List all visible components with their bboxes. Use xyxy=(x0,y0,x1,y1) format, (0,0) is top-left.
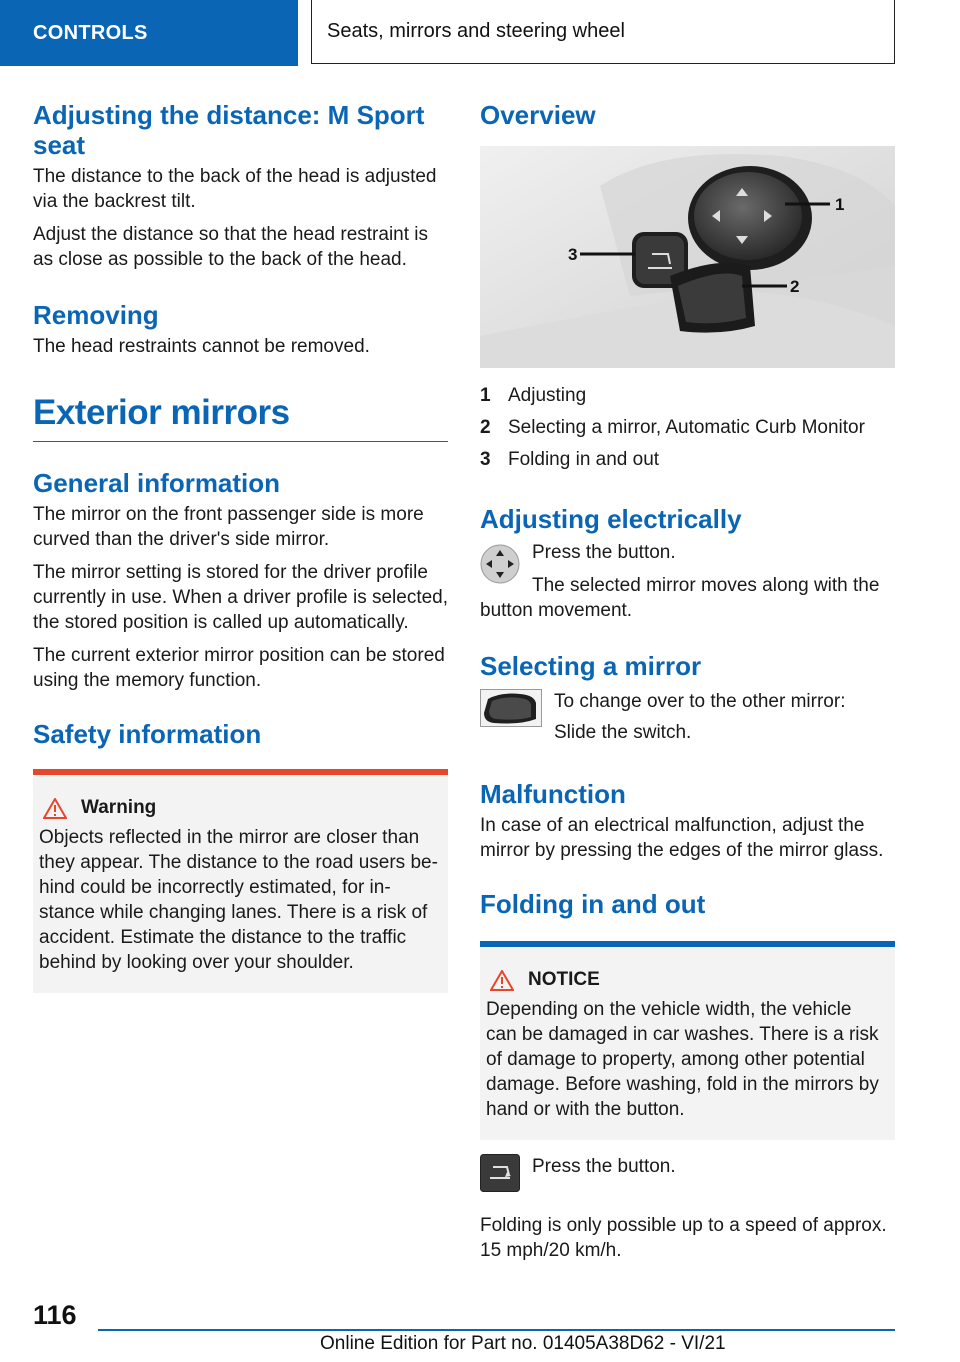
mirror-controls-image xyxy=(480,146,895,368)
fold-mirror-button-icon xyxy=(480,1154,520,1192)
heading-selecting-mirror: Selecting a mirror xyxy=(480,651,702,681)
heading-adjusting-distance: Adjusting the distance: M Sport seat xyxy=(33,100,425,160)
heading-malfunction: Malfunction xyxy=(480,779,626,809)
mirror-switch-icon xyxy=(480,689,542,727)
fold-icon-wrap xyxy=(480,1154,520,1197)
warning-triangle-icon xyxy=(43,798,67,819)
right-column xyxy=(480,100,895,1271)
page-number: 116 xyxy=(33,1300,77,1330)
callout-1: 1 xyxy=(835,195,845,214)
legend-text: Adjusting xyxy=(508,385,587,406)
page-header xyxy=(0,0,960,66)
legend-number: 1 xyxy=(480,385,491,406)
legend-text: Selecting a mirror, Automatic Curb Monitor xyxy=(508,417,865,438)
legend-item xyxy=(480,444,895,476)
paragraph: Press the button. xyxy=(532,1156,676,1177)
legend-number: 3 xyxy=(480,449,491,470)
paragraph: The selected mirror moves along with the button movement. xyxy=(480,575,880,621)
heading-removing: Removing xyxy=(33,300,159,330)
paragraph: The mirror on the front passenger side is more curved than the driver's side mirror. xyxy=(33,504,424,550)
warning-title-row xyxy=(39,797,440,819)
heading-general-information: General information xyxy=(33,468,281,498)
callout-2: 2 xyxy=(790,277,800,296)
paragraph: To change over to the other mirror: xyxy=(554,691,846,712)
notice-title: NOTICE xyxy=(528,969,600,990)
heading-adjusting-electrically: Adjusting electrically xyxy=(480,504,742,534)
paragraph: The mirror setting is stored for the driver profile currently in use. When a driver profile is selected, the stored position is called up automatically. xyxy=(33,562,449,633)
fold-button-block xyxy=(480,1154,895,1197)
legend-number: 2 xyxy=(480,417,491,438)
adjust-button-icon-wrap xyxy=(480,544,520,589)
paragraph: Press the button. xyxy=(532,542,676,563)
heading-overview: Overview xyxy=(480,100,596,130)
overview-legend xyxy=(480,380,895,476)
paragraph: Slide the switch. xyxy=(554,722,692,743)
footer-divider xyxy=(98,1329,895,1331)
paragraph: Adjust the distance so that the head restraint is as close as possible to the back of the head. xyxy=(33,224,429,270)
paragraph: The head restraints cannot be removed. xyxy=(33,336,370,357)
legend-item xyxy=(480,380,895,412)
warning-text: Objects reflected in the mirror are closer than they appear. The distance to the road users be-hind could be incorrectly estimated, for in-stance while changing lanes. There is a risk of accident. Estimate the distance to the traffic behind by looking over your shoulder. xyxy=(39,827,438,973)
legend-text: Folding in and out xyxy=(508,449,660,470)
section-tab: CONTROLS xyxy=(0,0,298,66)
legend-item xyxy=(480,412,895,444)
warning-title: Warning xyxy=(81,797,157,818)
edition-text: Online Edition for Part no. 01405A38D62 - VI/21 xyxy=(320,1333,726,1354)
switch-icon-wrap xyxy=(480,689,542,732)
chapter-title: Seats, mirrors and steering wheel xyxy=(311,0,895,64)
adjusting-block xyxy=(480,540,895,623)
selecting-block xyxy=(480,689,895,753)
heading-exterior-mirrors: Exterior mirrors xyxy=(33,393,448,442)
heading-folding: Folding in and out xyxy=(480,889,706,919)
adjust-button-icon xyxy=(480,544,520,584)
heading-safety-information: Safety information xyxy=(33,719,262,749)
notice-triangle-icon xyxy=(490,970,514,991)
notice-box xyxy=(480,941,895,1140)
notice-title-row xyxy=(486,969,887,991)
paragraph: In case of an electrical malfunction, adjust the mirror by pressing the edges of the mirror glass. xyxy=(480,815,884,861)
left-column xyxy=(33,100,448,993)
callout-3: 3 xyxy=(568,245,578,264)
warning-box xyxy=(33,769,448,993)
notice-text: Depending on the vehicle width, the vehicle can be damaged in car washes. There is a risk of damage to property, among other potential damage. Before washing, fold in the mirrors by hand or with the button. xyxy=(486,999,879,1120)
mirror-controls-illustration xyxy=(480,146,895,368)
paragraph: The distance to the back of the head is adjusted via the backrest tilt. xyxy=(33,166,437,212)
paragraph: Folding is only possible up to a speed of approx. 15 mph/20 km/h. xyxy=(480,1215,887,1261)
paragraph: The current exterior mirror position can be stored using the memory function. xyxy=(33,645,445,691)
